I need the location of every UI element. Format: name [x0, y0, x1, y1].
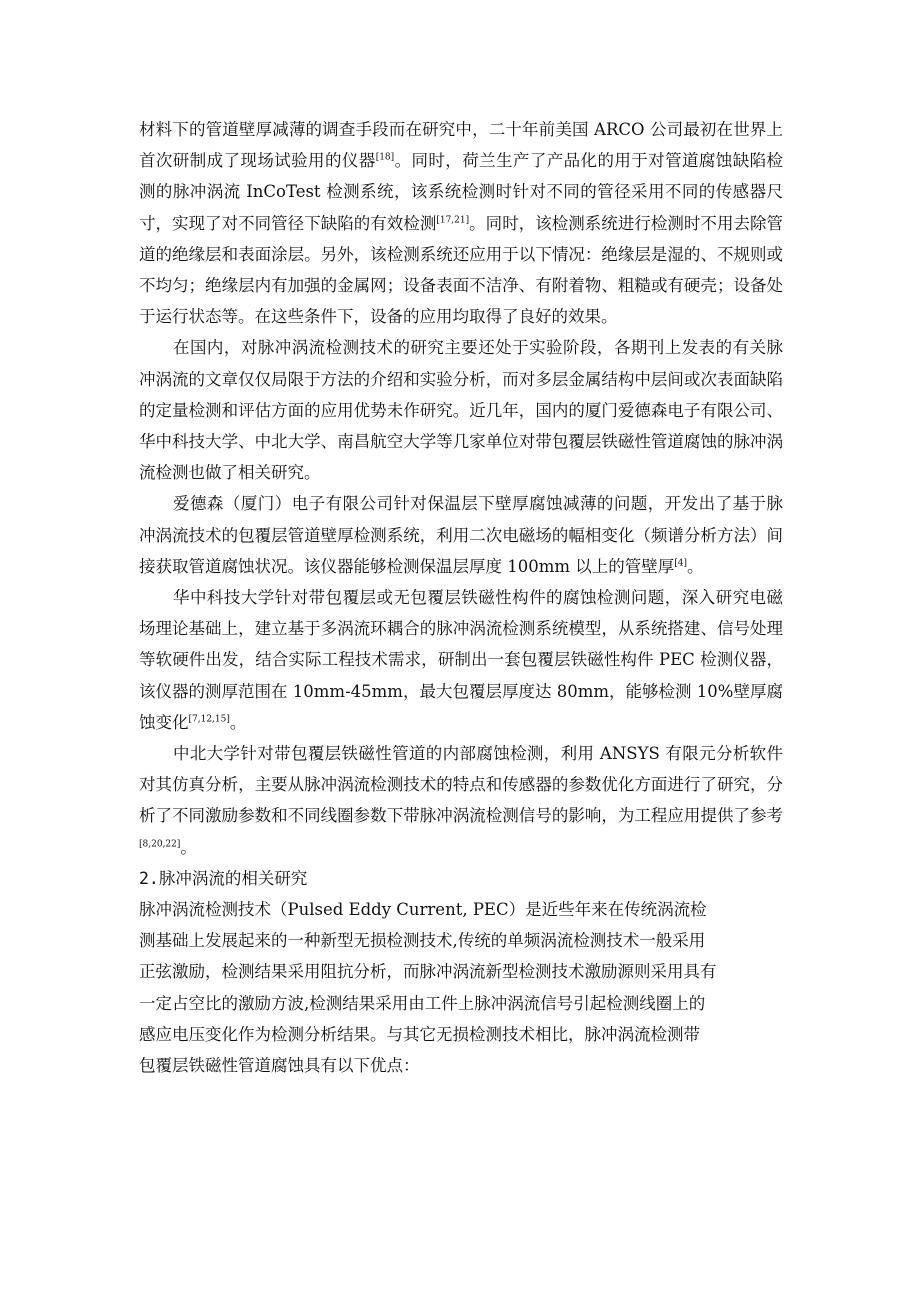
paragraph-1 — [139, 114, 783, 332]
document-body — [139, 114, 783, 1081]
section-heading: 2.脉冲涡流的相关研究 — [139, 868, 308, 888]
paragraph-4 — [139, 582, 783, 738]
citation: [18] — [375, 152, 395, 163]
text-line: 感应电压变化作为检测分析结果。与其它无损检测技术相比，脉冲涡流检测带 — [139, 1024, 700, 1044]
text-line: 正弦激励，检测结果采用阻抗分析，而脉冲涡流新型检测技术激励源则采用具有 — [139, 962, 717, 982]
paragraph-text: 。 — [229, 712, 247, 732]
paragraph-3 — [139, 488, 783, 582]
paragraph-text: 。同时，荷兰生产了产品化的用于对管道腐蚀缺陷检测的脉冲涡流 InCoTest 检测系统，该系统检测时针对不同的管径采用不同的传感器尺寸，实现了对不同管径下缺陷的有效检测 — [139, 151, 784, 233]
paragraph-text: 材料下的管道壁厚减薄的调查手段而在研究中，二十年前美国 ARCO 公司最初在世界上首次研制成了现场试验用的仪器 — [139, 120, 783, 171]
paragraph-text: 爱德森（厦门）电子有限公司针对保温层下壁厚腐蚀减薄的问题，开发出了基于脉冲涡流技术的包覆层管道壁厚检测系统，利用二次电磁场的幅相变化（频谱分析方法）间接获取管道腐蚀状况。该仪器能够检测保温层厚度 100mm 以上的管壁厚 — [139, 494, 783, 576]
text-line: 包覆层铁磁性管道腐蚀具有以下优点： — [139, 1056, 420, 1076]
paragraph-text: 中北大学针对带包覆层铁磁性管道的内部腐蚀检测，利用 ANSYS 有限元分析软件对其仿真分析，主要从脉冲涡流检测技术的特点和传感器的参数优化方面进行了研究，分析了不同激励参数和不同线圈参数下带脉冲涡流检测信号的影响，为工程应用提供了参考 — [139, 744, 783, 826]
paragraph-text: 。 — [180, 837, 197, 857]
citation: [8,20,22] — [139, 839, 181, 850]
citation: [7,12,15] — [188, 714, 230, 725]
paragraph-text: 。 — [687, 556, 704, 576]
text-line: 脉冲涡流检测技术（Pulsed Eddy Current, PEC）是近些年来在传统涡流检 — [139, 900, 707, 920]
text-line: 测基础上发展起来的一种新型无损检测技术,传统的单频涡流检测技术一般采用 — [139, 931, 706, 951]
citation: [17,21] — [436, 215, 470, 226]
paragraph-5 — [139, 738, 783, 863]
paragraph-6 — [139, 894, 783, 1081]
citation: [4] — [674, 558, 688, 569]
paragraph-text: 。同时，该检测系统进行检测时不用去除管道的绝缘层和表面涂层。另外，该检测系统还应用于以下情况：绝缘层是湿的、不规则或不均匀；绝缘层内有加强的金属网；设备表面不洁净、有附着物、粗糙或有硬壳；设备处于运行状态等。在这些条件下，设备的应用均取得了良好的效果。 — [139, 213, 784, 327]
text-line: 一定占空比的激励方波,检测结果采用由工件上脉冲涡流信号引起检测线圈上的 — [139, 993, 706, 1013]
paragraph-2 — [139, 332, 783, 488]
paragraph-text: 在国内，对脉冲涡流检测技术的研究主要还处于实验阶段，各期刊上发表的有关脉冲涡流的文章仅仅局限于方法的介绍和实验分析，而对多层金属结构中层间或次表面缺陷的定量检测和评估方面的应用优势未作研究。近几年，国内的厦门爱德森电子有限公司、华中科技大学、中北大学、南昌航空大学等几家单位对带包覆层铁磁性管道腐蚀的脉冲涡流检测也做了相关研究。 — [139, 338, 783, 483]
paragraph-text: 华中科技大学针对带包覆层或无包覆层铁磁性构件的腐蚀检测问题，深入研究电磁场理论基础上，建立基于多涡流环耦合的脉冲涡流检测系统模型，从系统搭建、信号处理等软硬件出发，结合实际工程技术需求，研制出一套包覆层铁磁性构件 PEC 检测仪器，该仪器的测厚范围在 10mm-45mm，最大包覆层厚度达 80mm，能够检测 10%壁厚腐蚀变化 — [139, 588, 783, 732]
